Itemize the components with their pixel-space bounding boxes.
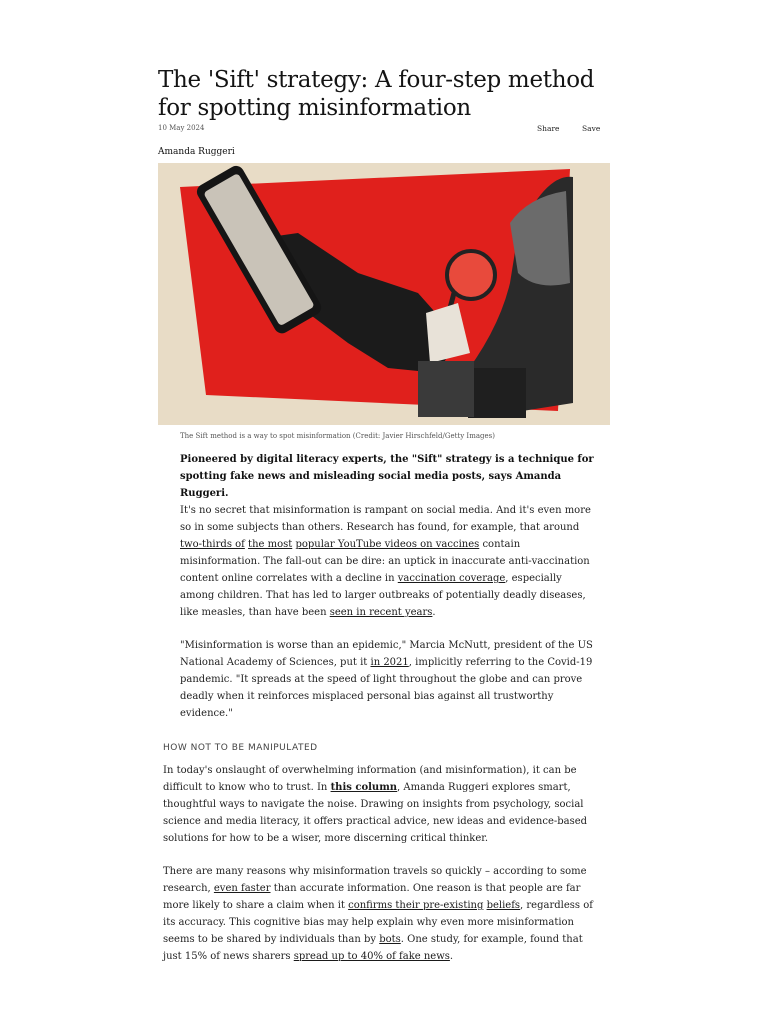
link-vaccination-coverage[interactable]: vaccination coverage (397, 573, 506, 584)
link-confirms-beliefs[interactable]: confirms their pre-existing (348, 900, 484, 911)
save-button[interactable]: Save (582, 124, 601, 133)
link-two-thirds[interactable]: two-thirds of (180, 539, 245, 550)
article-title: The 'Sift' strategy: A four-step method for spotting misinformation (158, 67, 595, 121)
link-the-most[interactable]: the most (248, 539, 293, 550)
hero-illustration (158, 163, 610, 425)
image-caption: The Sift method is a way to spot misinformation (Credit: Javier Hirschfeld/Getty Images) (180, 432, 495, 440)
link-this-column[interactable]: this column (330, 782, 398, 793)
link-in-2021[interactable]: in 2021 (370, 657, 409, 668)
article-lead: Pioneered by digital literacy experts, the "Sift" strategy is a technique for spotting fake news and misleading social media posts, says Amanda Ruggeri. (180, 454, 594, 499)
paragraph-2: "Misinformation is worse than an epidemic," Marcia McNutt, president of the US National Academy of Sciences, put it in 2021, implicitly referring to the Covid-19 pandemic. "It spreads at the speed of light throughout the globe and can prove deadly when it reinforces misplaced personal bias against all trustworthy evidence." (180, 640, 593, 719)
link-even-faster[interactable]: even faster (213, 883, 271, 894)
link-youtube-vaccines[interactable]: popular YouTube videos on vaccines (295, 539, 480, 550)
share-button[interactable]: Share (537, 124, 560, 133)
link-spread-fake-news[interactable]: spread up to 40% of fake news (293, 951, 450, 962)
column-box-text: In today's onslaught of overwhelming information (and misinformation), it can be difficult to know who to trust. In this column, Amanda Ruggeri explores smart, thoughtful ways to navigate the noise. Drawing on insights from psychology, social science and media literacy, it offers practical advice, new ideas and evidence-based solutions for how to be a wiser, more discerning critical thinker. (163, 765, 588, 844)
link-seen-in-recent-years[interactable]: seen in recent years (329, 607, 433, 618)
paragraph-1: It's no secret that misinformation is rampant on social media. And it's even more so in some subjects than others. Research has found, for example, that around two-thirds of the most popular YouTube videos on vaccines contain misinformation. The fall-out can be dire: an uptick in inaccurate anti-vaccination content online correlates with a decline in vaccination coverage, especially among children. That has led to larger outbreaks of potentially deadly diseases, like measles, than have been seen in recent years. (180, 505, 591, 618)
author-name: Amanda Ruggeri (158, 147, 235, 157)
column-box-heading: HOW NOT TO BE MANIPULATED (163, 743, 318, 753)
publish-date: 10 May 2024 (158, 124, 205, 132)
link-beliefs[interactable]: beliefs (486, 900, 521, 911)
link-bots[interactable]: bots (379, 934, 401, 945)
paragraph-3: There are many reasons why misinformation travels so quickly – according to some research, even faster than accurate information. One reason is that people are far more likely to share a claim when it confirms their pre-existing beliefs, regardless of its accuracy. This cognitive bias may help explain why even more misinformation seems to be shared by individuals than by bots. One study, for example, found that just 15% of news sharers spread up to 40% of fake news. (163, 866, 593, 962)
